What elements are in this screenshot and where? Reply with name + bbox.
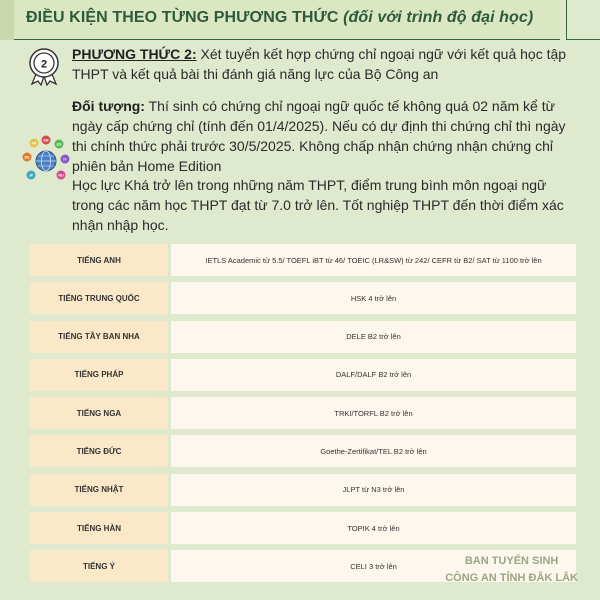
table-row (30, 397, 576, 429)
target-description (72, 96, 582, 176)
svg-text:ES: ES (56, 142, 62, 147)
language-cell: TIẾNG ĐỨC (30, 435, 168, 467)
corner-decoration (566, 0, 600, 40)
table-row (30, 321, 576, 353)
header-bar (0, 0, 560, 40)
table-row (30, 359, 576, 391)
svg-text:JP: JP (28, 173, 34, 178)
language-cell: TIẾNG Ý (30, 550, 168, 582)
footer-signature (445, 553, 578, 587)
requirement-cell: Goethe-Zertifikat/TEL B2 trở lên (171, 435, 576, 467)
requirement-cell: DALF/DALF B2 trở lên (171, 359, 576, 391)
svg-text:EN: EN (43, 138, 49, 143)
table-row (30, 435, 576, 467)
footer-line2: CÔNG AN TỈNH ĐẮK LẮK (445, 572, 578, 584)
language-globe-icon (22, 135, 70, 183)
svg-text:IT: IT (63, 157, 67, 162)
svg-text:RU: RU (58, 173, 64, 178)
method-text: Xét tuyển kết hợp chứng chỉ ngoại ngữ với kết quả học tập THPT và kết quả bài thi đánh giá năng lực của Bộ Công an (72, 46, 567, 82)
title-subtitle: (đối với trình độ đại học) (343, 9, 534, 26)
requirement-cell: HSK 4 trở lên (171, 282, 576, 314)
language-cell: TIẾNG NGA (30, 397, 168, 429)
method-label: PHƯƠNG THỨC 2: (72, 46, 197, 62)
table-row (30, 282, 576, 314)
requirement-cell: TOPIK 4 trở lên (171, 512, 576, 544)
medal-number-icon (24, 46, 64, 86)
requirement-cell: TRKI/TORFL B2 trở lên (171, 397, 576, 429)
svg-text:DE: DE (24, 155, 30, 160)
language-cell: TIẾNG HÀN (30, 512, 168, 544)
requirement-cell: DELE B2 trở lên (171, 321, 576, 353)
title-main: ĐIỀU KIỆN THEO TỪNG PHƯƠNG THỨC (26, 9, 339, 26)
target-text: Thí sinh có chứng chỉ ngoại ngữ quốc tế không quá 02 năm kể từ ngày cấp chứng chỉ (tính đến 01/4/2025). Nếu có dự định thi chứng chỉ thì ngày thi chính thức phải trước 30/5/2025. Không chấp nhận chứng nhận chứng chỉ phiên bản Home Edition (72, 98, 566, 174)
page-title (26, 9, 533, 27)
table-row (30, 512, 576, 544)
target-label: Đối tượng: (72, 98, 145, 114)
table-row (30, 474, 576, 506)
requirement-cell: CELI 3 trở lên (171, 550, 576, 582)
requirement-cell: JLPT từ N3 trở lên (171, 474, 576, 506)
method-description (72, 44, 582, 84)
badge-number: 2 (40, 58, 48, 71)
language-cell: TIẾNG TÂY BAN NHA (30, 321, 168, 353)
footer-line1: BAN TUYỂN SINH (464, 555, 559, 567)
language-cell: TIẾNG TRUNG QUỐC (30, 282, 168, 314)
table-row (30, 244, 576, 276)
language-cell: TIẾNG PHÁP (30, 359, 168, 391)
requirement-cell: IETLS Academic từ 5.5/ TOEFL iBT từ 46/ TOEIC (LR&SW) từ 242/ CEFR từ B2/ SAT từ 1100 trở lên (171, 244, 576, 276)
language-cell: TIẾNG ANH (30, 244, 168, 276)
certificate-table (30, 244, 576, 589)
language-cell: TIẾNG NHẬT (30, 474, 168, 506)
svg-text:FR: FR (31, 141, 37, 146)
academic-requirement: Học lực Khá trở lên trong những năm THPT, điểm trung bình môn ngoại ngữ trong các năm học THPT đạt từ 7.0 trở lên. Tốt nghiệp THPT đến thời điểm xác nhận nhập học. (72, 177, 564, 233)
